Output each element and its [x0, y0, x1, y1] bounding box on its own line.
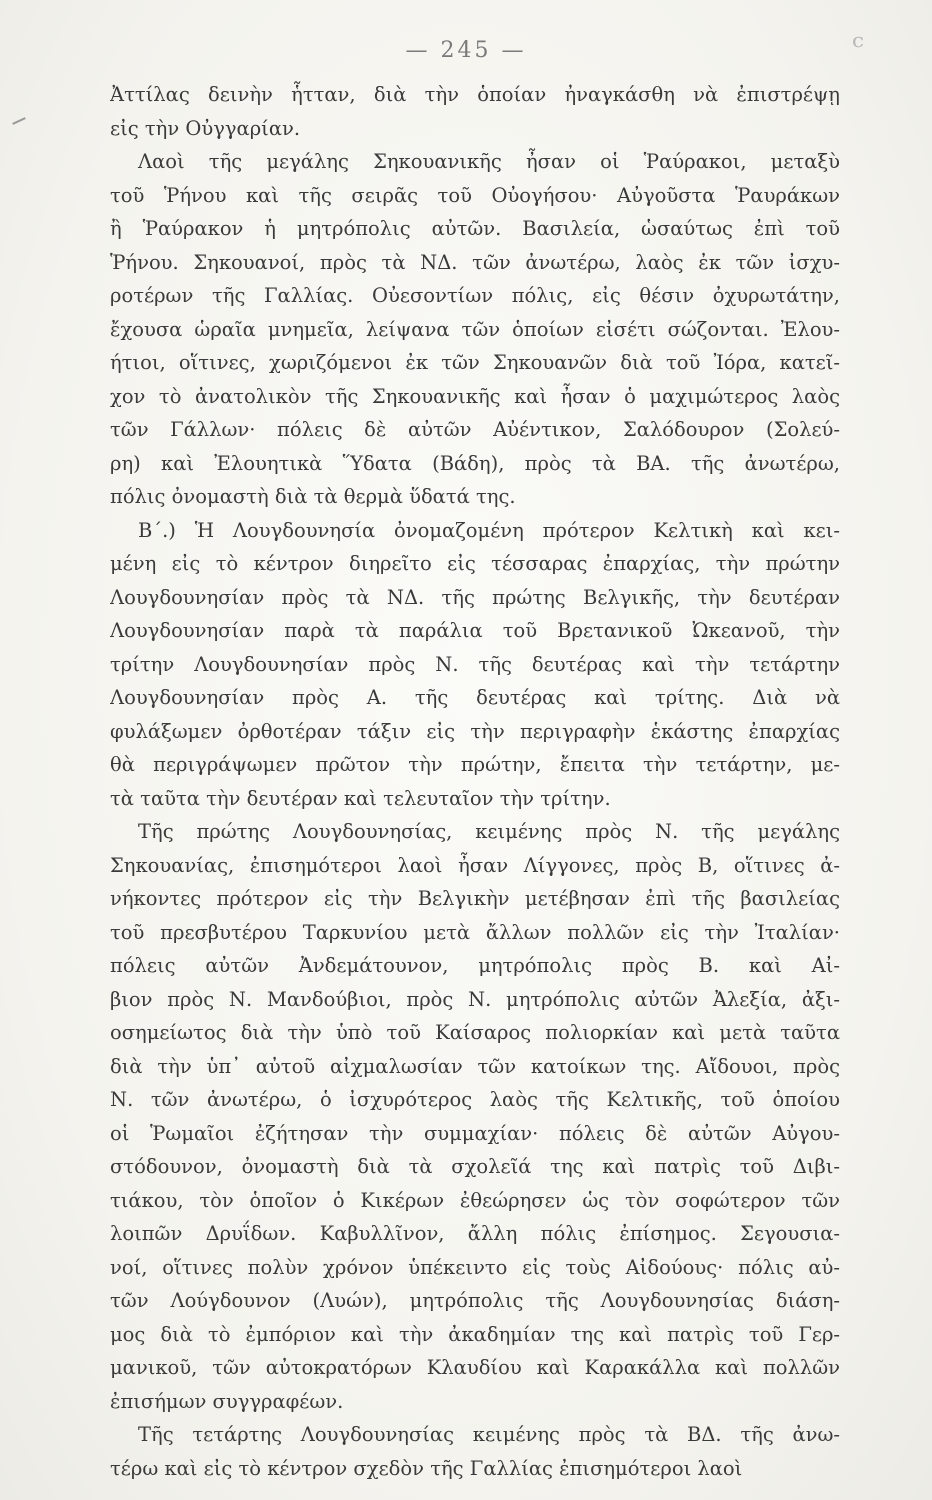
text-line: εἰς τὴν Οὐγγαρίαν.: [110, 116, 301, 140]
text-line: τοῦ πρεσβυτέρου Ταρκυνίου μετὰ ἄλλων πολλῶν εἰς τὴν Ἰταλίαν·: [110, 920, 840, 944]
text-line: οσημείωτος διὰ τὴν ὑπὸ τοῦ Καίσαρος πολιορκίαν καὶ μετὰ ταῦτα: [110, 1021, 840, 1044]
text-line: ρη) καὶ Ἐλουητικὰ Ὕδατα (Βάδη), πρὸς τὰ ΒΑ. τῆς ἀνωτέρω,: [110, 451, 840, 475]
text-line: Λαοὶ τῆς μεγάλης Σηκουανικῆς ἦσαν οἱ Ῥαύρακοι, μεταξὺ: [138, 150, 840, 173]
text-line: Τῆς τετάρτης Λουγδουνησίας κειμένης πρὸς τὰ ΒΔ. τῆς ἀνω-: [138, 1423, 840, 1446]
text-line: μανικοῦ, τῶν αὐτοκρατόρων Κλαυδίου καὶ Καρακάλλα καὶ πολλῶν: [110, 1356, 840, 1379]
text-line: φυλάξωμεν ὀρθοτέραν τάξιν εἰς τὴν περιγραφὴν ἑκάστης ἐπαρχίας: [110, 719, 840, 743]
text-line: τῶν Λούγδουνον (Λυών), μητρόπολις τῆς Λουγδουνησίας διάση-: [110, 1289, 840, 1312]
page-number: — 245 —: [405, 38, 527, 63]
text-line: τῶν Γάλλων· πόλεις δὲ αὐτῶν Αὐέντικον, Σαλόδουρον (Σολεύ-: [110, 418, 840, 441]
text-line: τοῦ Ῥήνου καὶ τῆς σειρᾶς τοῦ Οὐογήσου· Αὐγοῦστα Ῥαυράκων: [110, 183, 840, 207]
text-line: Λουγδουνησίαν πρὸς Α. τῆς δευτέρας καὶ τρίτης. Διὰ νὰ: [110, 686, 840, 709]
text-line: θὰ περιγράψωμεν πρῶτον τὴν πρώτην, ἔπειτα τὴν τετάρτην, με-: [110, 753, 840, 776]
text-line: οἱ Ῥωμαῖοι ἐζήτησαν τὴν συμμαχίαν· πόλεις δὲ αὐτῶν Αὐγου-: [110, 1121, 840, 1145]
text-line: ἐπισήμων συγγραφέων.: [110, 1389, 344, 1413]
text-line: πόλις ὀνομαστὴ διὰ τὰ θερμὰ ὕδατά της.: [110, 485, 516, 508]
text-line: τὰ ταῦτα τὴν δευτέραν καὶ τελευταῖον τὴν τρίτην.: [110, 786, 611, 810]
text-line: Λουγδουνησίαν πρὸς τὰ ΝΔ. τῆς πρώτης Βελγικῆς, τὴν δευτέραν: [110, 585, 840, 609]
text-line: λοιπῶν Δρυΐδων. Καβυλλῖνον, ἄλλη πόλις ἐπίσημος. Σεγουσια-: [110, 1222, 840, 1245]
text-line: διὰ τὴν ὑπ᾽ αὐτοῦ αἰχμαλωσίαν τῶν κατοίκων της. Αἴδουοι, πρὸς: [110, 1054, 840, 1078]
text-line: ροτέρων τῆς Γαλλίας. Οὐεσοντίων πόλις, εἰς θέσιν ὀχυρωτάτην,: [110, 284, 840, 307]
text-line: πόλεις αὐτῶν Ἀνδεμάτουνον, μητρόπολις πρὸς Β. καὶ Αἰ-: [110, 954, 840, 977]
text-line: ήτιοι, οἵτινες, χωριζόμενοι ἐκ τῶν Σηκουανῶν διὰ τοῦ Ἰόρα, κατεῖ-: [110, 351, 840, 374]
text-line: Ἀττίλας δεινὴν ἧτταν, διὰ τὴν ὁποίαν ἠναγκάσθη νὰ ἐπιστρέψῃ: [110, 83, 840, 106]
text-line: τιάκου, τὸν ὁποῖον ὁ Κικέρων ἐθεώρησεν ὡς τὸν σοφώτερον τῶν: [110, 1188, 840, 1212]
text-line: τρίτην Λουγδουνησίαν πρὸς Ν. τῆς δευτέρας καὶ τὴν τετάρτην: [110, 652, 840, 676]
text-line: Ν. τῶν ἀνωτέρω, ὁ ἰσχυρότερος λαὸς τῆς Κελτικῆς, τοῦ ὁποίου: [110, 1088, 840, 1111]
text-line: χον τὸ ἀνατολικὸν τῆς Σηκουανικῆς καὶ ἦσαν ὁ μαχιμώτερος λαὸς: [110, 384, 840, 408]
text-line: ἢ Ῥαύρακον ἡ μητρόπολις αὐτῶν. Βασιλεία, ὡσαύτως ἐπὶ τοῦ: [110, 217, 840, 240]
text-line: Σηκουανίας, ἐπισημότεροι λαοὶ ἦσαν Λίγγονες, πρὸς Β, οἵτινες ἀ-: [110, 853, 840, 877]
text-line: Β΄.) Ἡ Λουγδουνησία ὀνομαζομένη πρότερον Κελτικὴ καὶ κει-: [138, 518, 840, 542]
text-line: μος διὰ τὸ ἐμπόριον καὶ τὴν ἀκαδημίαν της καὶ πατρὶς τοῦ Γερ-: [110, 1322, 840, 1346]
body-text: [110, 78, 840, 1485]
text-line: Λουγδουνησίαν παρὰ τὰ παράλια τοῦ Βρετανικοῦ Ὠκεανοῦ, τὴν: [110, 619, 840, 642]
text-line: μένη εἰς τὸ κέντρον διηρεῖτο εἰς τέσσαρας ἐπαρχίας, τὴν πρώτην: [110, 552, 840, 575]
margin-pencil-mark: [12, 117, 26, 125]
text-line: ἔχουσα ὡραῖα μνημεῖα, λείψανα τῶν ὁποίων εἰσέτι σώζονται. Ἐλου-: [110, 317, 840, 341]
text-line: τέρω καὶ εἰς τὸ κέντρον σχεδὸν τῆς Γαλλίας ἐπισημότεροι λαοὶ: [110, 1456, 743, 1480]
text-line: στόδουνον, ὀνομαστὴ διὰ τὰ σχολεῖά της καὶ πατρὶς τοῦ Διβι-: [110, 1155, 840, 1178]
text-line: Τῆς πρώτης Λουγδουνησίας, κειμένης πρὸς Ν. τῆς μεγάλης: [138, 820, 840, 843]
text-line: βιον πρὸς Ν. Μανδούβιοι, πρὸς Ν. μητρόπολις αὐτῶν Ἀλεξία, ἀξι-: [110, 987, 840, 1011]
text-line: Ῥήνου. Σηκουανοί, πρὸς τὰ ΝΔ. τῶν ἀνωτέρω, λαὸς ἐκ τῶν ἰσχυ-: [110, 250, 840, 274]
text-line: νοί, οἵτινες πολὺν χρόνον ὑπέκειντο εἰς τοὺς Αἰδούους· πόλις αὐ-: [110, 1255, 840, 1279]
corner-stain-mark: ᶜ: [852, 27, 864, 67]
text-line: νήκοντες πρότερον εἰς τὴν Βελγικὴν μετέβησαν ἐπὶ τῆς βασιλείας: [110, 887, 840, 910]
